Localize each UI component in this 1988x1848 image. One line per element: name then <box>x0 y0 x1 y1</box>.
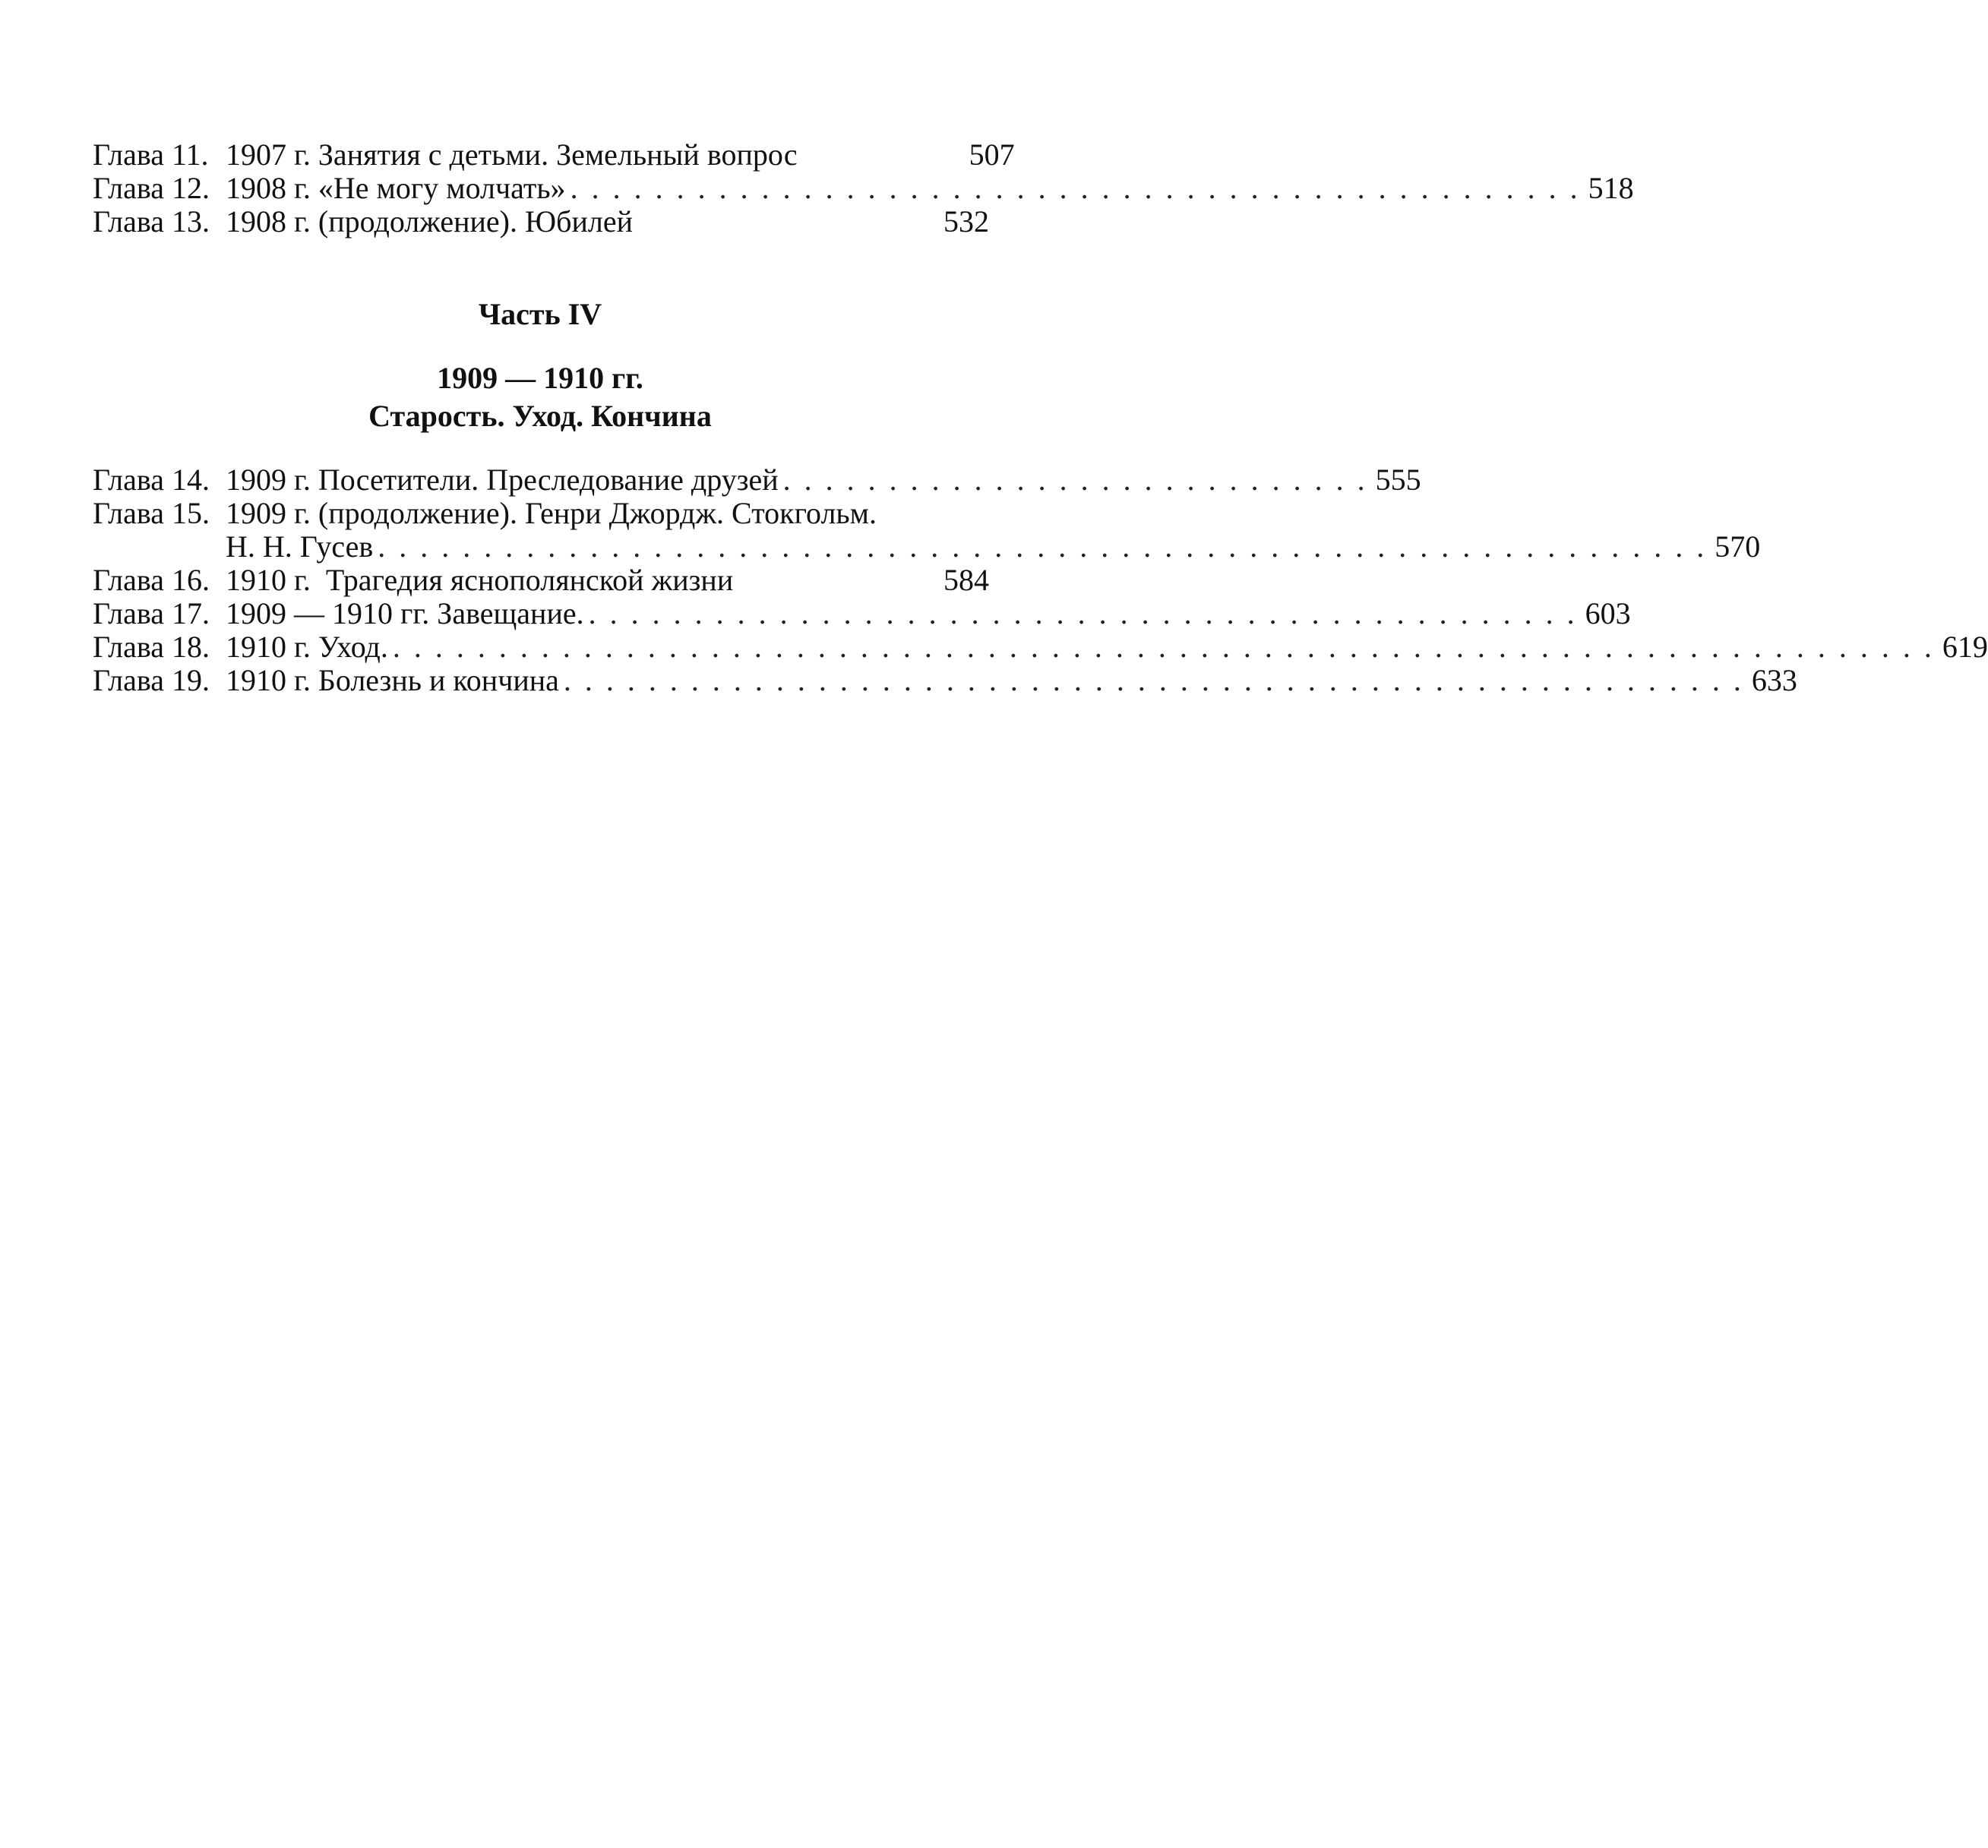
toc-entry-chapter-14 <box>93 463 1421 497</box>
toc-entry-chapter-19 <box>93 663 1797 697</box>
page-number: 584 <box>943 563 989 597</box>
chapter-title: 1909 — 1910 гг. Завещание. <box>226 596 584 630</box>
page-number: 507 <box>969 137 1015 172</box>
chapter-label: Глава 14. <box>93 463 210 497</box>
page-number: 555 <box>1375 463 1421 497</box>
page-number: 633 <box>1751 663 1797 697</box>
toc-entry-chapter-18 <box>93 630 1988 664</box>
chapter-label: Глава 12. <box>93 171 210 205</box>
page-number: 532 <box>943 204 989 239</box>
page-number: 570 <box>1715 529 1761 564</box>
chapter-title: 1908 г. (продолжение). Юбилей <box>226 204 633 239</box>
chapter-label: Глава 18. <box>93 630 210 664</box>
chapter-title: 1910 г. Болезнь и кончина <box>226 663 559 697</box>
page-number: 518 <box>1588 171 1634 205</box>
chapter-title: 1909 г. Посетители. Преследование друзей <box>226 463 779 497</box>
page-number: 603 <box>1585 596 1631 630</box>
toc-entry-chapter-15-continued <box>93 529 1761 564</box>
chapter-title: 1907 г. Занятия с детьми. Земельный вопрос <box>226 137 798 172</box>
page-number: 619 <box>1942 630 1988 664</box>
toc-entry-chapter-11 <box>93 137 1015 172</box>
dot-leader: . . . . . . . . . . . . . . . . . . . . . . . . . . . . . . . . . . . . . . . . . . . . . . . . <box>570 171 1581 205</box>
chapter-label: Глава 16. <box>93 563 210 597</box>
chapter-label: Глава 17. <box>93 596 210 630</box>
chapter-title: 1908 г. «Не могу молчать» <box>226 171 566 205</box>
chapter-label: Глава 11. <box>93 137 209 172</box>
dot-leader: . . . . . . . . . . . . . . . . . . . . . . . . . . . . . . . . . . . . . . . . . . . . . . . . . . . . . . . . . . . . . . . <box>378 529 1708 564</box>
dot-leader: . . . . . . . . . . . . . . . . . . . . . . . . . . . . . . . . . . . . . . . . . . . . . . . . . . . . . . . . <box>563 663 1744 697</box>
toc-entry-chapter-16 <box>93 564 989 597</box>
dot-leader: . . . . . . . . . . . . . . . . . . . . . . . . . . . . . . . . . . . . . . . . . . . . . . . . . . . . . . . . . . . . . . . . . . . . . . . . . <box>392 630 1935 664</box>
part-heading: Часть IV <box>478 297 602 331</box>
chapter-title: 1909 г. (продолжение). Генри Джордж. Стокгольм. <box>226 496 877 530</box>
toc-section-part-four <box>93 463 1988 697</box>
dot-leader: . . . . . . . . . . . . . . . . . . . . . . . . . . . . <box>782 463 1368 497</box>
part-subtitle: Старость. Уход. Кончина <box>368 399 712 433</box>
dot-leader: . . . . . . . . . . . . . . . . . . . . . . . . . . . . . . . . . . . . . . . . . . . . . . . <box>588 596 1578 630</box>
toc-entry-chapter-12 <box>93 171 1634 205</box>
toc-entry-chapter-17 <box>93 596 1631 630</box>
chapter-label: Глава 13. <box>93 204 210 239</box>
toc-entry-chapter-15 <box>93 497 989 530</box>
chapter-title: 1910 г. Трагедия яснополянской жизни <box>226 563 734 597</box>
chapter-title-continued: Н. Н. Гусев <box>226 529 374 564</box>
chapter-label: Глава 19. <box>93 663 210 697</box>
chapter-label: Глава 15. <box>93 496 210 530</box>
part-years: 1909 — 1910 гг. <box>437 361 643 395</box>
toc-section-part-three-end <box>93 137 1634 239</box>
toc-entry-chapter-13 <box>93 205 989 239</box>
chapter-title: 1910 г. Уход. <box>226 630 388 664</box>
